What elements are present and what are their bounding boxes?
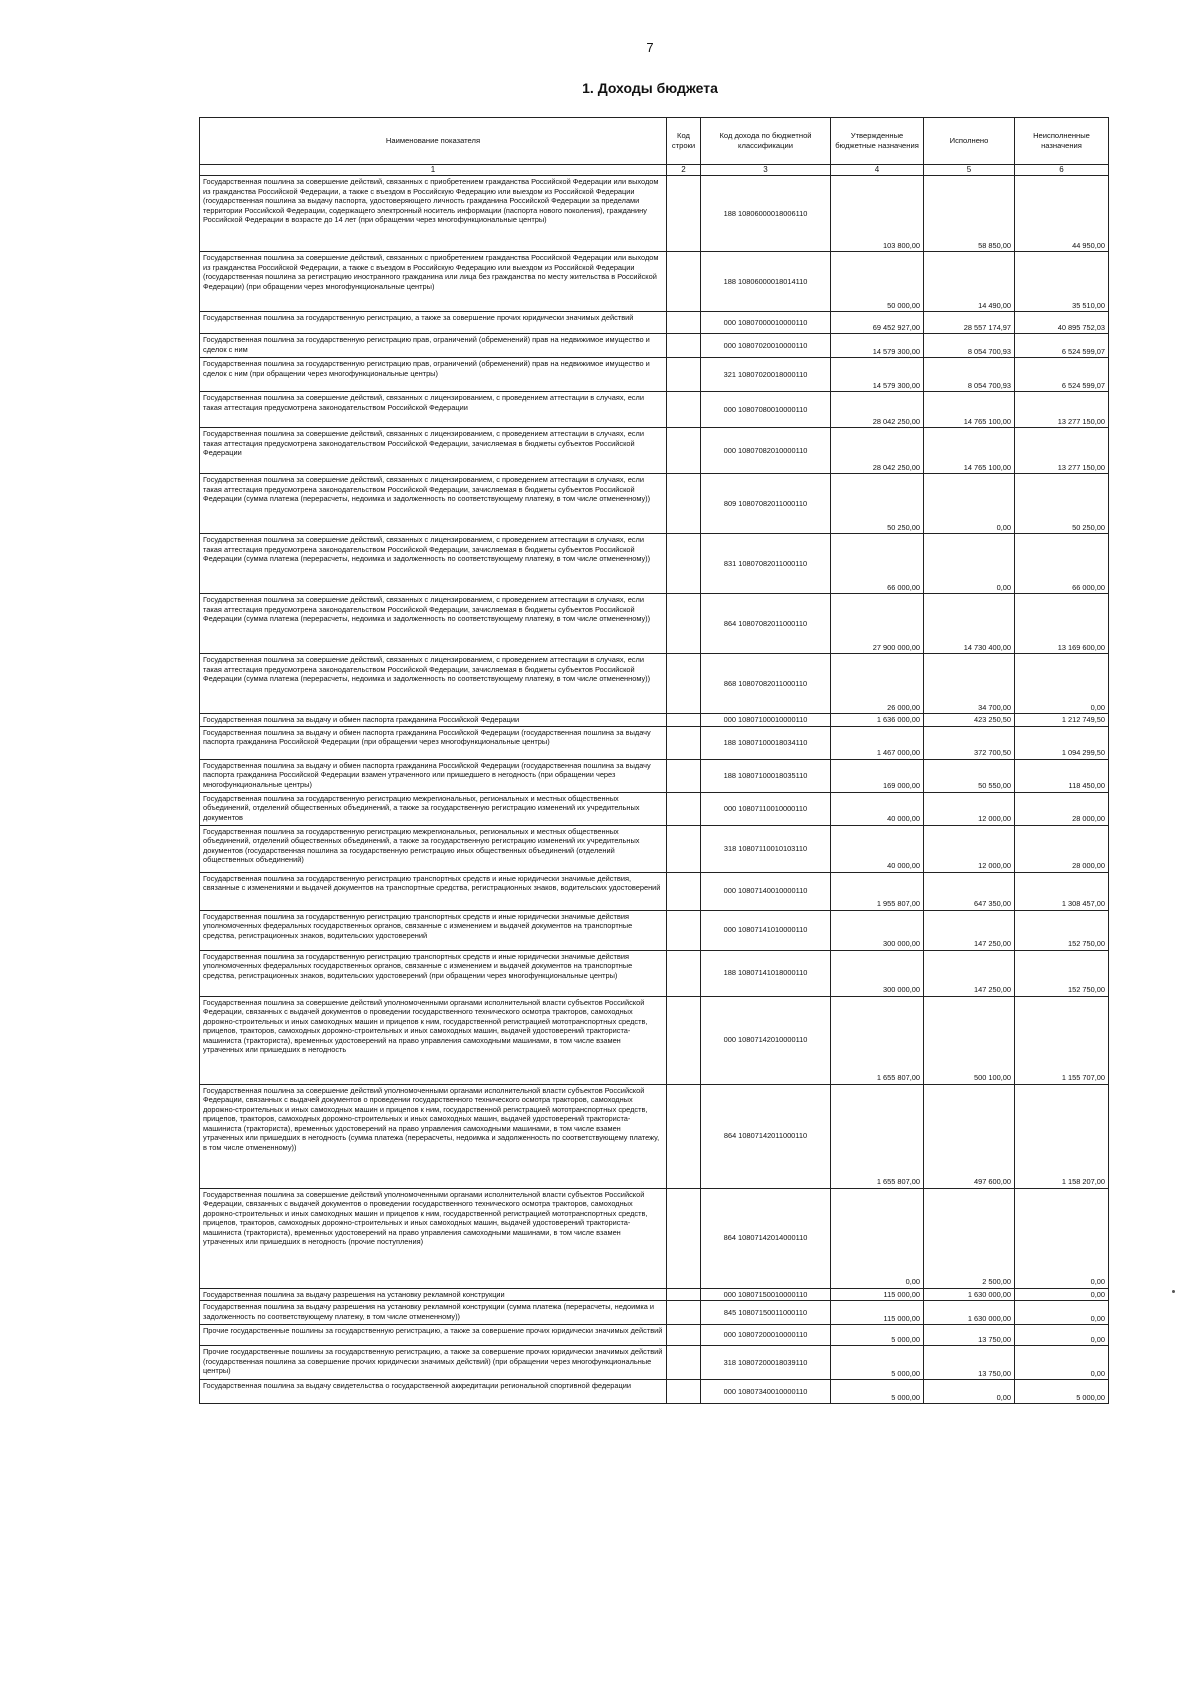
row-line-code xyxy=(667,594,701,654)
table-row xyxy=(200,1084,1109,1188)
row-line-code xyxy=(667,1188,701,1288)
row-budget-code: 188 10806000018006110 xyxy=(701,176,831,252)
row-budget-code: 188 10807100018035110 xyxy=(701,759,831,792)
row-line-code xyxy=(667,312,701,334)
row-approved: 26 000,00 xyxy=(831,654,924,714)
row-unexecuted: 0,00 xyxy=(1015,1346,1109,1380)
row-line-code xyxy=(667,252,701,312)
row-line-code xyxy=(667,872,701,910)
row-name: Государственная пошлина за выдачу и обмен паспорта гражданина Российской Федерации (государственная пошлина за выдачу паспорта гражданина Российской Федерации взамен утраченного или пришедшего в негодность (при обращении через многофункциональные центры) xyxy=(200,759,667,792)
row-unexecuted: 40 895 752,03 xyxy=(1015,312,1109,334)
table-row xyxy=(200,910,1109,950)
row-budget-code: 809 10807082011000110 xyxy=(701,474,831,534)
table-row xyxy=(200,872,1109,910)
row-line-code xyxy=(667,1288,701,1300)
row-name: Государственная пошлина за государственную регистрацию, а также за совершение прочих юридически значимых действий xyxy=(200,312,667,334)
row-line-code xyxy=(667,910,701,950)
table-row xyxy=(200,1346,1109,1380)
column-number: 5 xyxy=(924,165,1015,176)
row-executed: 12 000,00 xyxy=(924,825,1015,872)
row-unexecuted: 5 000,00 xyxy=(1015,1380,1109,1404)
row-budget-code: 864 10807082011000110 xyxy=(701,594,831,654)
table-row xyxy=(200,1325,1109,1346)
row-approved: 1 655 807,00 xyxy=(831,996,924,1084)
row-name: Государственная пошлина за выдачу разрешения на установку рекламной конструкции xyxy=(200,1288,667,1300)
row-line-code xyxy=(667,825,701,872)
scan-speck xyxy=(1172,1290,1175,1293)
row-executed: 0,00 xyxy=(924,474,1015,534)
row-executed: 14 490,00 xyxy=(924,252,1015,312)
header-executed: Исполнено xyxy=(924,118,1015,165)
row-name: Государственная пошлина за выдачу и обмен паспорта гражданина Российской Федерации xyxy=(200,714,667,726)
row-unexecuted: 44 950,00 xyxy=(1015,176,1109,252)
row-budget-code: 000 10807082010000110 xyxy=(701,428,831,474)
row-budget-code: 000 10807142010000110 xyxy=(701,996,831,1084)
column-number: 4 xyxy=(831,165,924,176)
row-name: Государственная пошлина за совершение действий уполномоченными органами исполнительной власти субъектов Российской Федерации, связанных с выдачей документов о проведении государственного технического осмотра тракторов, самоходных дорожно-строительных и иных самоходных машин и прицепов к ним, государственной регистрацией мототранспортных средств, прицепов, тракторов, самоходных дорожно-строительных и иных самоходных машин, выдачей удостоверений тракториста-машиниста (тракториста), временных удостоверений на право управления самоходными машинами, в том числе взамен утраченных или пришедших в негодность xyxy=(200,996,667,1084)
row-unexecuted: 13 277 150,00 xyxy=(1015,392,1109,428)
row-unexecuted: 1 094 299,50 xyxy=(1015,726,1109,759)
table-header-row xyxy=(200,118,1109,165)
row-executed: 647 350,00 xyxy=(924,872,1015,910)
table-row xyxy=(200,392,1109,428)
table-row xyxy=(200,950,1109,996)
row-budget-code: 864 10807142014000110 xyxy=(701,1188,831,1288)
table-row xyxy=(200,334,1109,358)
row-executed: 1 630 000,00 xyxy=(924,1288,1015,1300)
row-line-code xyxy=(667,358,701,392)
row-line-code xyxy=(667,759,701,792)
header-unexecuted: Неисполненные назначения xyxy=(1015,118,1109,165)
row-approved: 28 042 250,00 xyxy=(831,428,924,474)
table-row xyxy=(200,654,1109,714)
row-unexecuted: 66 000,00 xyxy=(1015,534,1109,594)
row-approved: 115 000,00 xyxy=(831,1301,924,1325)
row-executed: 1 630 000,00 xyxy=(924,1301,1015,1325)
row-approved: 40 000,00 xyxy=(831,825,924,872)
row-budget-code: 000 10807150010000110 xyxy=(701,1288,831,1300)
row-budget-code: 188 10807100018034110 xyxy=(701,726,831,759)
table-row xyxy=(200,252,1109,312)
row-budget-code: 000 10807100010000110 xyxy=(701,714,831,726)
table-row xyxy=(200,996,1109,1084)
column-number: 2 xyxy=(667,165,701,176)
row-unexecuted: 1 158 207,00 xyxy=(1015,1084,1109,1188)
row-name: Государственная пошлина за совершение действий уполномоченными органами исполнительной власти субъектов Российской Федерации, связанных с выдачей документов о проведении государственного технического осмотра тракторов, самоходных дорожно-строительных и иных самоходных машин и прицепов к ним, государственной регистрацией мототранспортных средств, прицепов, тракторов, самоходных дорожно-строительных и иных самоходных машин, выдачей удостоверений тракториста-машиниста (тракториста), временных удостоверений на право управления самоходными машинами, в том числе взамен утраченных или пришедших в негодность (прочие поступления) xyxy=(200,1188,667,1288)
row-approved: 115 000,00 xyxy=(831,1288,924,1300)
row-unexecuted: 1 212 749,50 xyxy=(1015,714,1109,726)
row-approved: 1 655 807,00 xyxy=(831,1084,924,1188)
row-approved: 1 636 000,00 xyxy=(831,714,924,726)
row-name: Прочие государственные пошлины за государственную регистрацию, а также за совершение прочих юридически значимых действий (государственная пошлина за совершение прочих юридически значимых действий) (при обращении через многофункциональные центры) xyxy=(200,1346,667,1380)
column-number: 6 xyxy=(1015,165,1109,176)
row-approved: 66 000,00 xyxy=(831,534,924,594)
row-unexecuted: 28 000,00 xyxy=(1015,792,1109,825)
row-executed: 13 750,00 xyxy=(924,1346,1015,1380)
row-unexecuted: 1 308 457,00 xyxy=(1015,872,1109,910)
revenue-table xyxy=(199,117,1109,1404)
row-approved: 300 000,00 xyxy=(831,950,924,996)
table-row xyxy=(200,759,1109,792)
row-approved: 28 042 250,00 xyxy=(831,392,924,428)
column-number: 3 xyxy=(701,165,831,176)
table-row xyxy=(200,1380,1109,1404)
row-line-code xyxy=(667,534,701,594)
row-executed: 147 250,00 xyxy=(924,950,1015,996)
row-approved: 69 452 927,00 xyxy=(831,312,924,334)
row-line-code xyxy=(667,392,701,428)
table-row xyxy=(200,1301,1109,1325)
row-executed: 423 250,50 xyxy=(924,714,1015,726)
row-unexecuted: 28 000,00 xyxy=(1015,825,1109,872)
row-unexecuted: 35 510,00 xyxy=(1015,252,1109,312)
row-approved: 50 000,00 xyxy=(831,252,924,312)
row-budget-code: 318 10807110010103110 xyxy=(701,825,831,872)
row-budget-code: 000 10807000010000110 xyxy=(701,312,831,334)
row-budget-code: 188 10807141018000110 xyxy=(701,950,831,996)
row-budget-code: 188 10806000018014110 xyxy=(701,252,831,312)
row-name: Государственная пошлина за государственную регистрацию прав, ограничений (обременений) прав на недвижимое имущество и сделок с ним (при обращении через многофункциональные центры) xyxy=(200,358,667,392)
row-budget-code: 000 10807080010000110 xyxy=(701,392,831,428)
page-title: 1. Доходы бюджета xyxy=(582,80,718,96)
row-budget-code: 831 10807082011000110 xyxy=(701,534,831,594)
row-name: Государственная пошлина за выдачу свидетельства о государственной аккредитации региональной спортивной федерации xyxy=(200,1380,667,1404)
table-row xyxy=(200,594,1109,654)
row-line-code xyxy=(667,1301,701,1325)
row-approved: 103 800,00 xyxy=(831,176,924,252)
row-line-code xyxy=(667,792,701,825)
row-unexecuted: 1 155 707,00 xyxy=(1015,996,1109,1084)
row-budget-code: 845 10807150011000110 xyxy=(701,1301,831,1325)
row-executed: 34 700,00 xyxy=(924,654,1015,714)
row-name: Государственная пошлина за совершение действий, связанных с приобретением гражданства Российской Федерации или выходом из гражданства Российской Федерации, а также с въездом в Российскую Федерацию или выездом из Российской Федерации (государственная пошлина за регистрацию иностранного гражданина или лица без гражданства по месту жительства в Российской Федерации) (при обращении через многофункциональные центры) xyxy=(200,252,667,312)
row-unexecuted: 0,00 xyxy=(1015,654,1109,714)
row-name: Государственная пошлина за выдачу и обмен паспорта гражданина Российской Федерации (государственная пошлина за выдачу паспорта гражданина Российской Федерации (при обращении через многофункциональные центры) xyxy=(200,726,667,759)
table-row xyxy=(200,358,1109,392)
row-unexecuted: 0,00 xyxy=(1015,1288,1109,1300)
row-approved: 27 900 000,00 xyxy=(831,594,924,654)
row-approved: 169 000,00 xyxy=(831,759,924,792)
row-line-code xyxy=(667,654,701,714)
table-row xyxy=(200,714,1109,726)
row-executed: 12 000,00 xyxy=(924,792,1015,825)
row-approved: 14 579 300,00 xyxy=(831,334,924,358)
row-unexecuted: 0,00 xyxy=(1015,1301,1109,1325)
row-approved: 300 000,00 xyxy=(831,910,924,950)
column-number: 1 xyxy=(200,165,667,176)
header-approved: Утвержденные бюджетные назначения xyxy=(831,118,924,165)
row-executed: 8 054 700,93 xyxy=(924,358,1015,392)
row-executed: 2 500,00 xyxy=(924,1188,1015,1288)
row-budget-code: 321 10807020018000110 xyxy=(701,358,831,392)
row-executed: 372 700,50 xyxy=(924,726,1015,759)
row-line-code xyxy=(667,474,701,534)
row-executed: 497 600,00 xyxy=(924,1084,1015,1188)
row-name: Государственная пошлина за государственную регистрацию транспортных средств и иные юридически значимые действия уполномоченных федеральных государственных органов, связанные с изменением и выдачей документов на транспортные средства, регистрационных знаков, водительских удостоверений xyxy=(200,910,667,950)
row-name: Государственная пошлина за совершение действий, связанных с приобретением гражданства Российской Федерации или выходом из гражданства Российской Федерации, а также с въездом в Российскую Федерацию или выездом из Российской Федерации (государственная пошлина за выдачу паспорта, удостоверяющего личность гражданина Российской Федерации за пределами территории Российской Федерации, содержащего электронный носитель информации (паспорта нового поколения), гражданину Российской Федерации в возрасте до 14 лет (при обращении через многофункциональные центры) xyxy=(200,176,667,252)
table-row xyxy=(200,726,1109,759)
row-unexecuted: 152 750,00 xyxy=(1015,950,1109,996)
row-line-code xyxy=(667,714,701,726)
row-approved: 0,00 xyxy=(831,1188,924,1288)
row-approved: 14 579 300,00 xyxy=(831,358,924,392)
row-name: Государственная пошлина за совершение действий, связанных с лицензированием, с проведением аттестации в случаях, если такая аттестация предусмотрена законодательством Российской Федерации, зачисляемая в бюджеты субъектов Российской Федерации (сумма платежа (перерасчеты, недоимка и задолженность по соответствующему платежу, в том числе отмененному)) xyxy=(200,534,667,594)
row-unexecuted: 13 169 600,00 xyxy=(1015,594,1109,654)
row-budget-code: 868 10807082011000110 xyxy=(701,654,831,714)
table-row xyxy=(200,792,1109,825)
row-budget-code: 000 10807140010000110 xyxy=(701,872,831,910)
row-budget-code: 318 10807200018039110 xyxy=(701,1346,831,1380)
table-row xyxy=(200,428,1109,474)
row-executed: 0,00 xyxy=(924,1380,1015,1404)
table-row xyxy=(200,825,1109,872)
row-line-code xyxy=(667,176,701,252)
row-name: Государственная пошлина за совершение действий, связанных с лицензированием, с проведением аттестации в случаях, если такая аттестация предусмотрена законодательством Российской Федерации, зачисляемая в бюджеты субъектов Российской Федерации (сумма платежа (перерасчеты, недоимка и задолженность по соответствующему платежу, в том числе отмененному)) xyxy=(200,654,667,714)
row-name: Государственная пошлина за государственную регистрацию прав, ограничений (обременений) прав на недвижимое имущество и сделок с ним xyxy=(200,334,667,358)
table-row xyxy=(200,474,1109,534)
row-name: Государственная пошлина за совершение действий, связанных с лицензированием, с проведением аттестации в случаях, если такая аттестация предусмотрена законодательством Российской Федерации xyxy=(200,392,667,428)
row-unexecuted: 0,00 xyxy=(1015,1188,1109,1288)
row-budget-code: 000 10807141010000110 xyxy=(701,910,831,950)
row-unexecuted: 0,00 xyxy=(1015,1325,1109,1346)
header-code: Код дохода по бюджетной классификации xyxy=(701,118,831,165)
row-line-code xyxy=(667,996,701,1084)
page-number: 7 xyxy=(646,40,654,55)
row-approved: 5 000,00 xyxy=(831,1325,924,1346)
row-executed: 13 750,00 xyxy=(924,1325,1015,1346)
row-name: Государственная пошлина за выдачу разрешения на установку рекламной конструкции (сумма платежа (перерасчеты, недоимка и задолженность по соответствующему платежу, в том числе отмененному)) xyxy=(200,1301,667,1325)
row-line-code xyxy=(667,334,701,358)
row-budget-code: 000 10807340010000110 xyxy=(701,1380,831,1404)
row-name: Прочие государственные пошлины за государственную регистрацию, а также за совершение прочих юридически значимых действий xyxy=(200,1325,667,1346)
row-unexecuted: 13 277 150,00 xyxy=(1015,428,1109,474)
row-executed: 500 100,00 xyxy=(924,996,1015,1084)
row-executed: 0,00 xyxy=(924,534,1015,594)
row-executed: 50 550,00 xyxy=(924,759,1015,792)
row-executed: 14 765 100,00 xyxy=(924,428,1015,474)
row-executed: 28 557 174,97 xyxy=(924,312,1015,334)
row-name: Государственная пошлина за государственную регистрацию межрегиональных, региональных и местных общественных объединений, отделений общественных объединений, а также за государственную регистрацию изменений их учредительных документов (государственная пошлина за государственную регистрацию иных общественных объединений (отделений общественных объединений) xyxy=(200,825,667,872)
row-unexecuted: 118 450,00 xyxy=(1015,759,1109,792)
row-name: Государственная пошлина за совершение действий уполномоченными органами исполнительной власти субъектов Российской Федерации, связанных с выдачей документов о проведении государственного технического осмотра тракторов, самоходных дорожно-строительных и иных самоходных машин и прицепов к ним, государственной регистрацией мототранспортных средств, прицепов, тракторов, самоходных дорожно-строительных и иных самоходных машин, выдачей удостоверений тракториста-машиниста (тракториста), временных удостоверений на право управления самоходными машинами, в том числе взамен утраченных или пришедших в негодность (сумма платежа (перерасчеты, недоимка и задолженность по соответствующему платежу, в том числе отмененному)) xyxy=(200,1084,667,1188)
header-name: Наименование показателя xyxy=(200,118,667,165)
row-name: Государственная пошлина за государственную регистрацию транспортных средств и иные юридически значимые действия, связанные с изменениями и выдачей документов на транспортные средства, регистрационных знаков, водительских удостоверений xyxy=(200,872,667,910)
row-executed: 8 054 700,93 xyxy=(924,334,1015,358)
row-unexecuted: 152 750,00 xyxy=(1015,910,1109,950)
row-approved: 5 000,00 xyxy=(831,1380,924,1404)
row-unexecuted: 50 250,00 xyxy=(1015,474,1109,534)
header-line: Код строки xyxy=(667,118,701,165)
row-executed: 147 250,00 xyxy=(924,910,1015,950)
row-name: Государственная пошлина за совершение действий, связанных с лицензированием, с проведением аттестации в случаях, если такая аттестация предусмотрена законодательством Российской Федерации, зачисляемая в бюджеты субъектов Российской Федерации (сумма платежа (перерасчеты, недоимка и задолженность по соответствующему платежу, в том числе отмененному)) xyxy=(200,474,667,534)
row-line-code xyxy=(667,1325,701,1346)
row-line-code xyxy=(667,1346,701,1380)
row-line-code xyxy=(667,726,701,759)
row-executed: 14 730 400,00 xyxy=(924,594,1015,654)
row-name: Государственная пошлина за совершение действий, связанных с лицензированием, с проведением аттестации в случаях, если такая аттестация предусмотрена законодательством Российской Федерации, зачисляемая в бюджеты субъектов Российской Федерации (сумма платежа (перерасчеты, недоимка и задолженность по соответствующему платежу, в том числе отмененному)) xyxy=(200,594,667,654)
row-budget-code: 864 10807142011000110 xyxy=(701,1084,831,1188)
row-unexecuted: 6 524 599,07 xyxy=(1015,334,1109,358)
row-name: Государственная пошлина за совершение действий, связанных с лицензированием, с проведением аттестации в случаях, если такая аттестация предусмотрена законодательством Российской Федерации, зачисляемая в бюджеты субъектов Российской Федерации xyxy=(200,428,667,474)
row-executed: 14 765 100,00 xyxy=(924,392,1015,428)
column-number-row xyxy=(200,165,1109,176)
table-row xyxy=(200,534,1109,594)
row-line-code xyxy=(667,1084,701,1188)
row-approved: 5 000,00 xyxy=(831,1346,924,1380)
row-budget-code: 000 10807200010000110 xyxy=(701,1325,831,1346)
row-budget-code: 000 10807020010000110 xyxy=(701,334,831,358)
row-name: Государственная пошлина за государственную регистрацию межрегиональных, региональных и местных общественных объединений, отделений общественных объединений, а также за государственную регистрацию изменений их учредительных документов xyxy=(200,792,667,825)
row-budget-code: 000 10807110010000110 xyxy=(701,792,831,825)
row-approved: 50 250,00 xyxy=(831,474,924,534)
row-approved: 1 467 000,00 xyxy=(831,726,924,759)
row-name: Государственная пошлина за государственную регистрацию транспортных средств и иные юридически значимые действия уполномоченных федеральных государственных органов, связанные с изменением и выдачей документов на транспортные средства, регистрационных знаков, водительских удостоверений (при обращении через многофункциональные центры) xyxy=(200,950,667,996)
table-row xyxy=(200,1288,1109,1300)
row-line-code xyxy=(667,950,701,996)
table-row xyxy=(200,1188,1109,1288)
row-line-code xyxy=(667,1380,701,1404)
row-line-code xyxy=(667,428,701,474)
row-executed: 58 850,00 xyxy=(924,176,1015,252)
row-unexecuted: 6 524 599,07 xyxy=(1015,358,1109,392)
row-approved: 1 955 807,00 xyxy=(831,872,924,910)
table-row xyxy=(200,312,1109,334)
row-approved: 40 000,00 xyxy=(831,792,924,825)
table-row xyxy=(200,176,1109,252)
